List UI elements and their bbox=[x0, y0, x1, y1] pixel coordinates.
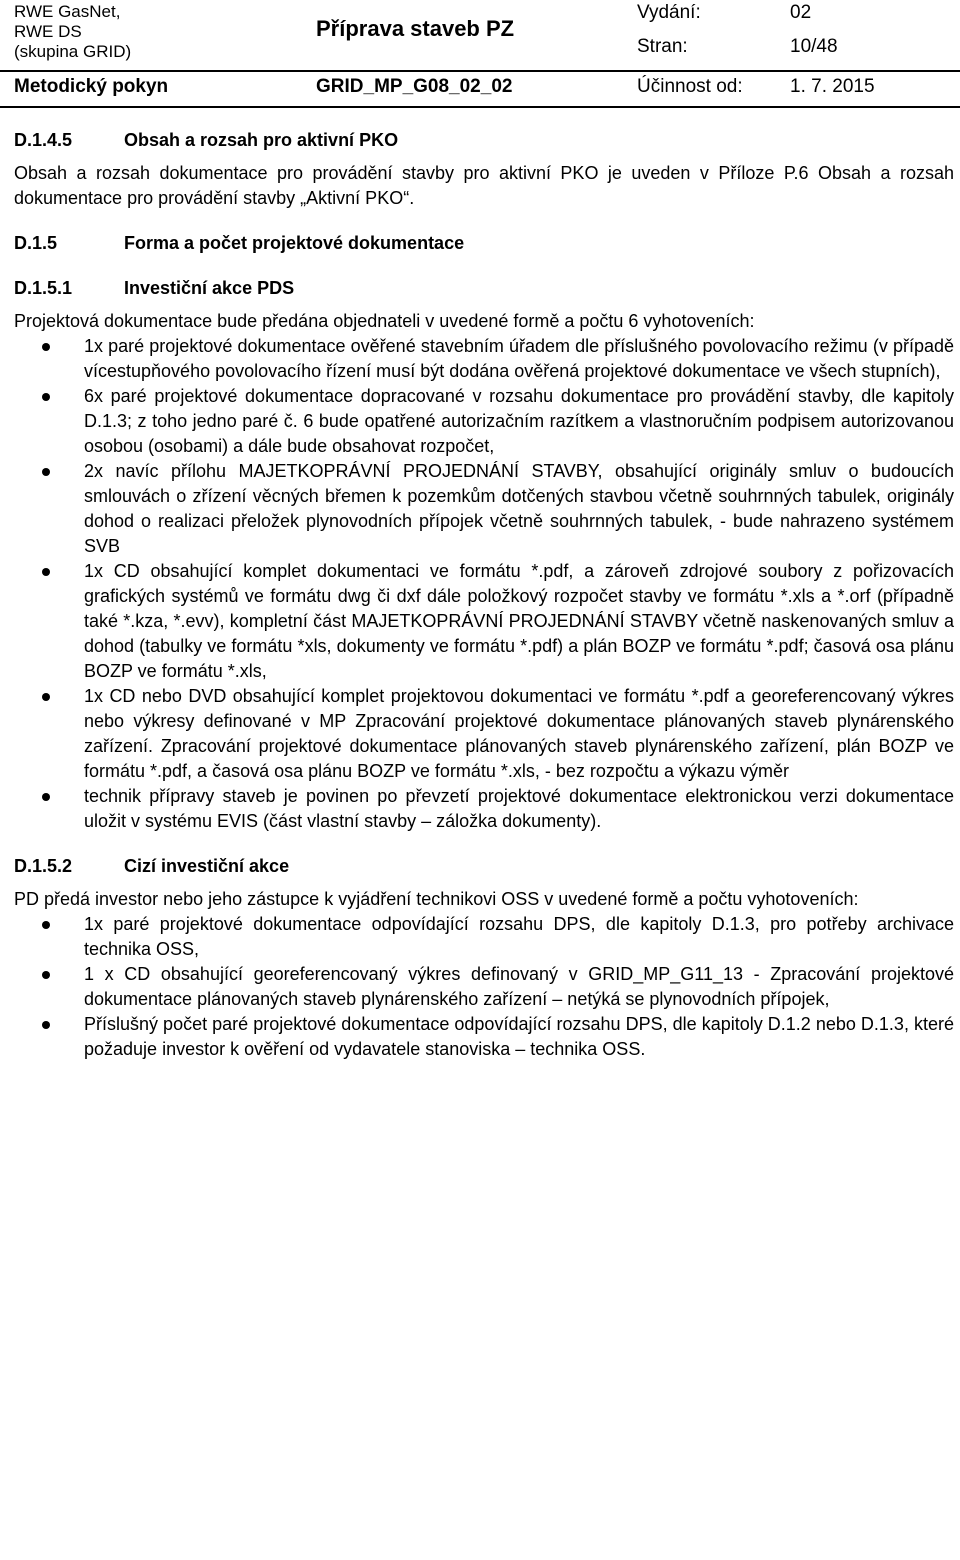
list-item bbox=[14, 334, 954, 384]
page-count-value: 10/48 bbox=[790, 36, 838, 57]
list-item bbox=[14, 962, 954, 1012]
section-title: Forma a počet projektové dokumentace bbox=[124, 233, 465, 253]
list-item bbox=[14, 1012, 954, 1062]
document-title: Příprava staveb PZ bbox=[316, 16, 515, 41]
bullet-icon bbox=[42, 971, 50, 979]
section-title: Cizí investiční akce bbox=[124, 856, 290, 876]
list-item bbox=[14, 384, 954, 459]
section-number: D.1.5 bbox=[14, 233, 58, 253]
paragraph: PD předá investor nebo jeho zástupce k vyjádření technikovi OSS v uvedené formě a počtu vyhotoveních: bbox=[14, 889, 859, 909]
bullet-icon bbox=[42, 468, 50, 476]
list-item-text: 1x CD nebo DVD obsahující komplet projektovou dokumentaci ve formátu *.pdf a georeferencovaný výkres nebo výkresy definované v MP Zpracování projektové dokumentace plánovaných staveb plynárenského zařízení. Zpracování projektové dokumentace plánovaných staveb plynárenského zařízení, plán BOZP ve formátu *.pdf, a časová osa plánu BOZP ve formátu *.xls, - bez rozpočtu a výkazu výměr bbox=[84, 686, 954, 781]
effective-date-value: 1. 7. 2015 bbox=[790, 76, 875, 97]
section-title: Obsah a rozsah pro aktivní PKO bbox=[124, 130, 399, 150]
bullet-list bbox=[14, 912, 954, 1062]
company-line-2: RWE DS bbox=[14, 22, 82, 41]
edition-value: 02 bbox=[790, 2, 812, 23]
list-item bbox=[14, 684, 954, 784]
bullet-icon bbox=[42, 793, 50, 801]
list-item-text: technik přípravy staveb je povinen po převzetí projektové dokumentace elektronickou verzi dokumentace uložit v systému EVIS (část vlastní stavby – záložka dokumenty). bbox=[84, 786, 954, 831]
paragraph: Obsah a rozsah dokumentace pro provádění stavby pro aktivní PKO je uveden v Příloze P.6 Obsah a rozsah dokumentace pro provádění stavby „Aktivní PKO“. bbox=[14, 163, 954, 208]
list-item-text: 1x paré projektové dokumentace odpovídající rozsahu DPS, dle kapitoly D.1.3, pro potřeby archivace technika OSS, bbox=[84, 914, 954, 959]
section-number: D.1.5.1 bbox=[14, 278, 73, 298]
company-line-1: RWE GasNet, bbox=[14, 2, 121, 21]
paragraph: Projektová dokumentace bude předána objednateli v uvedené formě a počtu 6 vyhotoveních: bbox=[14, 311, 755, 331]
page-count-label: Stran: bbox=[637, 36, 688, 57]
bullet-icon bbox=[42, 1021, 50, 1029]
page-header bbox=[0, 0, 960, 118]
bullet-icon bbox=[42, 921, 50, 929]
effective-date-label: Účinnost od: bbox=[637, 76, 743, 97]
bullet-icon bbox=[42, 568, 50, 576]
bullet-icon bbox=[42, 693, 50, 701]
section-heading bbox=[14, 276, 954, 301]
section-heading bbox=[14, 231, 954, 256]
section-number: D.1.4.5 bbox=[14, 130, 73, 150]
section-title: Investiční akce PDS bbox=[124, 278, 295, 298]
bullet-icon bbox=[42, 393, 50, 401]
list-item-text: 1 x CD obsahující georeferencovaný výkres definovaný v GRID_MP_G11_13 - Zpracování projektové dokumentace plánovaných staveb plynárenského zařízení – netýká se plynovodních přípojek, bbox=[84, 964, 954, 1009]
section-number: D.1.5.2 bbox=[14, 856, 73, 876]
list-item-text: 1x CD obsahující komplet dokumentaci ve formátu *.pdf, a zároveň zdrojové soubory z pořizovacích grafických systémů ve formátu dwg či dxf dále položkový rozpočet stavby ve formátu *.xls a *.orf (případně také *.kza, *.evv), kompletní část MAJETKOPRÁVNÍ PROJEDNÁNÍ STAVBY včetně naskenovaných smluv a dohod (tabulky ve formátu *xls, dokumenty ve formátu *.pdf) a plán BOZP ve formátu *.pdf; časová osa plánu BOZP ve formátu *.xls, bbox=[84, 561, 954, 681]
list-item bbox=[14, 459, 954, 559]
list-item bbox=[14, 784, 954, 834]
document-type: Metodický pokyn bbox=[14, 76, 169, 97]
list-item-text: 6x paré projektové dokumentace dopracované v rozsahu dokumentace pro provádění stavby, dle kapitoly D.1.3; z toho jedno paré č. 6 bude opatřené autorizačním razítkem a vlastnoručním podpisem autorizovanou osobou (osobami) a dále bude obsahovat rozpočet, bbox=[84, 386, 954, 456]
company-name bbox=[14, 2, 131, 62]
header-divider bbox=[0, 70, 960, 72]
list-item-text: 2x navíc přílohu MAJETKOPRÁVNÍ PROJEDNÁNÍ STAVBY, obsahující originály smluv o budoucích smlouvách o zřízení věcných břemen k pozemkům dotčených stavbou včetně souhrnných tabulek, originály dohod o realizaci přeložek plynovodních přípojek včetně souhrnných tabulek, - bude nahrazeno systémem SVB bbox=[84, 461, 954, 556]
section-heading bbox=[14, 128, 954, 153]
list-item-text: 1x paré projektové dokumentace ověřené stavebním úřadem dle příslušného povolovacího režimu (v případě vícestupňového povolovacího řízení musí být dodána ověřená projektové dokumentace ve všech stupních), bbox=[84, 336, 954, 381]
document-body bbox=[14, 128, 954, 1062]
header-bottom-divider bbox=[0, 106, 960, 108]
bullet-icon bbox=[42, 343, 50, 351]
list-item bbox=[14, 559, 954, 684]
company-line-3: (skupina GRID) bbox=[14, 42, 132, 61]
section-heading bbox=[14, 854, 954, 879]
list-item bbox=[14, 912, 954, 962]
bullet-list bbox=[14, 334, 954, 834]
document-code: GRID_MP_G08_02_02 bbox=[316, 76, 513, 97]
list-item-text: Příslušný počet paré projektové dokumentace odpovídající rozsahu DPS, dle kapitoly D.1.2 nebo D.1.3, které požaduje investor k ověření od vydavatele stanoviska – technika OSS. bbox=[84, 1014, 954, 1059]
edition-label: Vydání: bbox=[637, 2, 701, 23]
